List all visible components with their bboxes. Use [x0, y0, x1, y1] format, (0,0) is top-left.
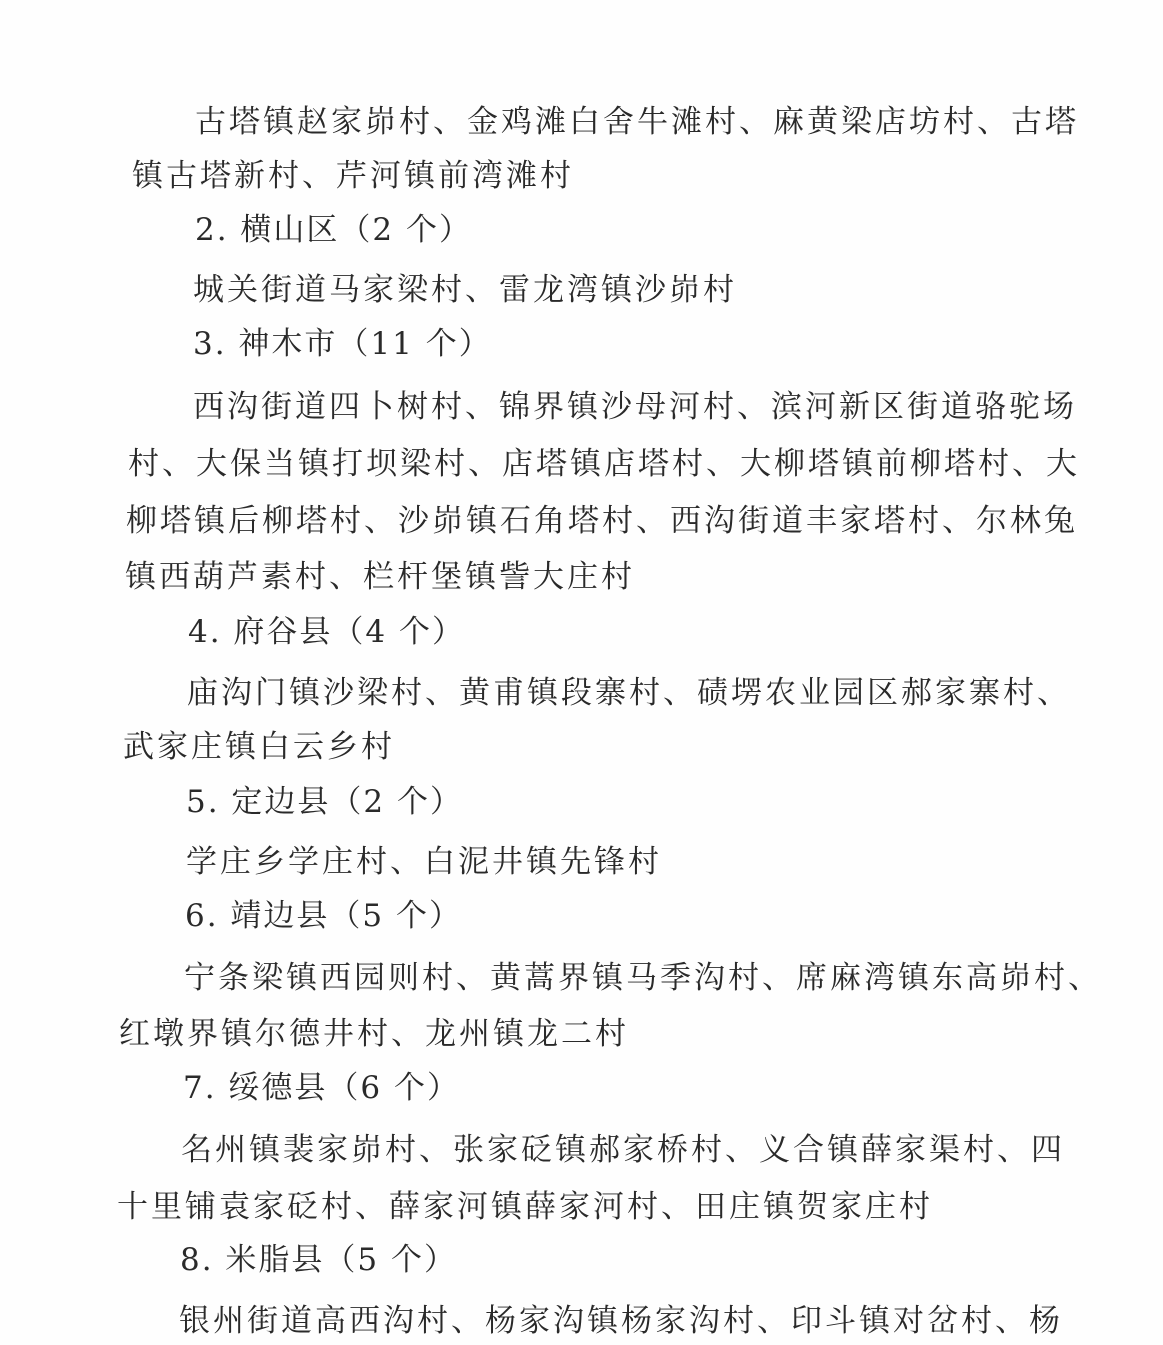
text-line: 古塔镇赵家峁村、金鸡滩白舍牛滩村、麻黄梁店坊村、古塔: [195, 104, 1079, 140]
text-line: 镇古塔新村、芹河镇前湾滩村: [132, 158, 574, 194]
section-heading: 4. 府谷县（4 个）: [188, 614, 466, 650]
section-heading: 7. 绥德县（6 个）: [183, 1070, 461, 1106]
text-line: 城关街道马家梁村、雷龙湾镇沙峁村: [193, 272, 737, 308]
section-heading: 8. 米脂县（5 个）: [180, 1242, 458, 1278]
section-heading: 6. 靖边县（5 个）: [185, 898, 463, 934]
text-line: 红墩界镇尔德井村、龙州镇龙二村: [119, 1016, 629, 1052]
text-line: 学庄乡学庄村、白泥井镇先锋村: [186, 844, 662, 880]
text-line: 宁条梁镇西园则村、黄蒿界镇马季沟村、席麻湾镇东高峁村、: [184, 960, 1102, 996]
text-line: 西沟街道四卜树村、锦界镇沙母河村、滨河新区街道骆驼场: [193, 389, 1077, 425]
text-line: 庙沟门镇沙梁村、黄甫镇段寨村、碛塄农业园区郝家寨村、: [187, 675, 1071, 711]
section-heading: 2. 横山区（2 个）: [195, 212, 473, 248]
text-line: 镇西葫芦素村、栏杆堡镇訾大庄村: [125, 559, 635, 595]
text-line: 村、大保当镇打坝梁村、店塔镇店塔村、大柳塔镇前柳塔村、大: [128, 446, 1080, 482]
text-line: 武家庄镇白云乡村: [123, 729, 395, 765]
section-heading: 3. 神木市（11 个）: [193, 326, 492, 362]
text-line: 柳塔镇后柳塔村、沙峁镇石角塔村、西沟街道丰家塔村、尔林兔: [126, 503, 1078, 539]
text-line: 银州街道高西沟村、杨家沟镇杨家沟村、印斗镇对岔村、杨: [179, 1303, 1063, 1339]
text-line: 十里铺袁家砭村、薛家河镇薛家河村、田庄镇贺家庄村: [117, 1189, 933, 1225]
text-line: 名州镇裴家峁村、张家砭镇郝家桥村、义合镇薛家渠村、四: [181, 1132, 1065, 1168]
section-heading: 5. 定边县（2 个）: [186, 784, 464, 820]
